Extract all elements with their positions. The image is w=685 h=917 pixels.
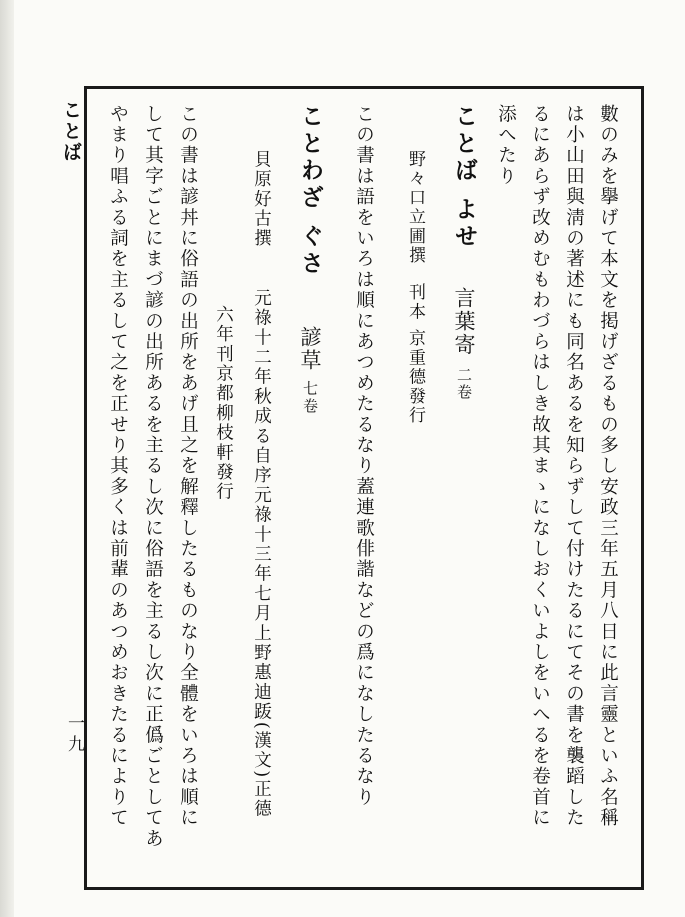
text-column-publication-cont: 六年刊京都柳枝軒發行	[213, 305, 234, 502]
text-column-2: は小山田與淸の著述にも同名あるを知らずして付けたるにてその書を襲蹈した	[563, 104, 585, 829]
entry-kotowaza-gusa-author	[252, 150, 270, 819]
entry-kotoba-yose-author	[406, 150, 423, 425]
text-column-4: 添へたり	[495, 104, 517, 187]
author: 野々口立圃撰	[405, 150, 425, 266]
entry-volumes: 二卷	[455, 366, 473, 402]
page-number: 一九	[64, 714, 84, 756]
entry-title: 諺草	[298, 326, 322, 373]
entry-heading-reading: ことわざ ぐさ	[297, 104, 323, 279]
author: 貝原好古撰	[251, 150, 272, 249]
publication-info: 刊本 京重德發行	[405, 283, 425, 426]
page-edge-shadow	[0, 0, 14, 917]
text-column-kotowaza-desc-2: して其字ごとにまづ諺の出所あるを主るし次に俗語を主るし次に正僞ごとしてあ	[142, 104, 164, 850]
entry-volumes: 七卷	[301, 380, 319, 415]
entry-kotoba-yose	[452, 104, 475, 401]
entry-heading-reading: ことば よせ	[451, 104, 477, 252]
entry-title: 言葉寄	[452, 287, 476, 357]
text-column-3: るにあらず改めむもわづらはしき故其まゝになしおくいよしをいへるを卷首に	[529, 104, 551, 829]
entry-kotowaza-gusa	[298, 104, 321, 415]
publication-info: 元祿十二年秋成る自序元祿十三年七月上野惠迪䟦(漢文)正德	[251, 288, 272, 819]
running-header: ことば	[60, 100, 82, 163]
text-column-1: 數のみを擧げて本文を掲げざるもの多し安政三年五月八日に此言靈といふ名稱	[597, 104, 619, 829]
text-column-kotoba-yose-desc: この書は語をいろは順にあつめたるなり蓋連歌俳諧などの爲になしたるなり	[353, 104, 375, 808]
text-column-kotowaza-desc-1: この書は諺丼に俗語の出所をあげ且之を解釋したるものなり全體をいろは順に	[177, 104, 199, 829]
text-column-kotowaza-desc-3: やまり唱ふる詞を主るして之を正せり其多くは前輩のあつめおきたるによりて	[107, 104, 129, 829]
